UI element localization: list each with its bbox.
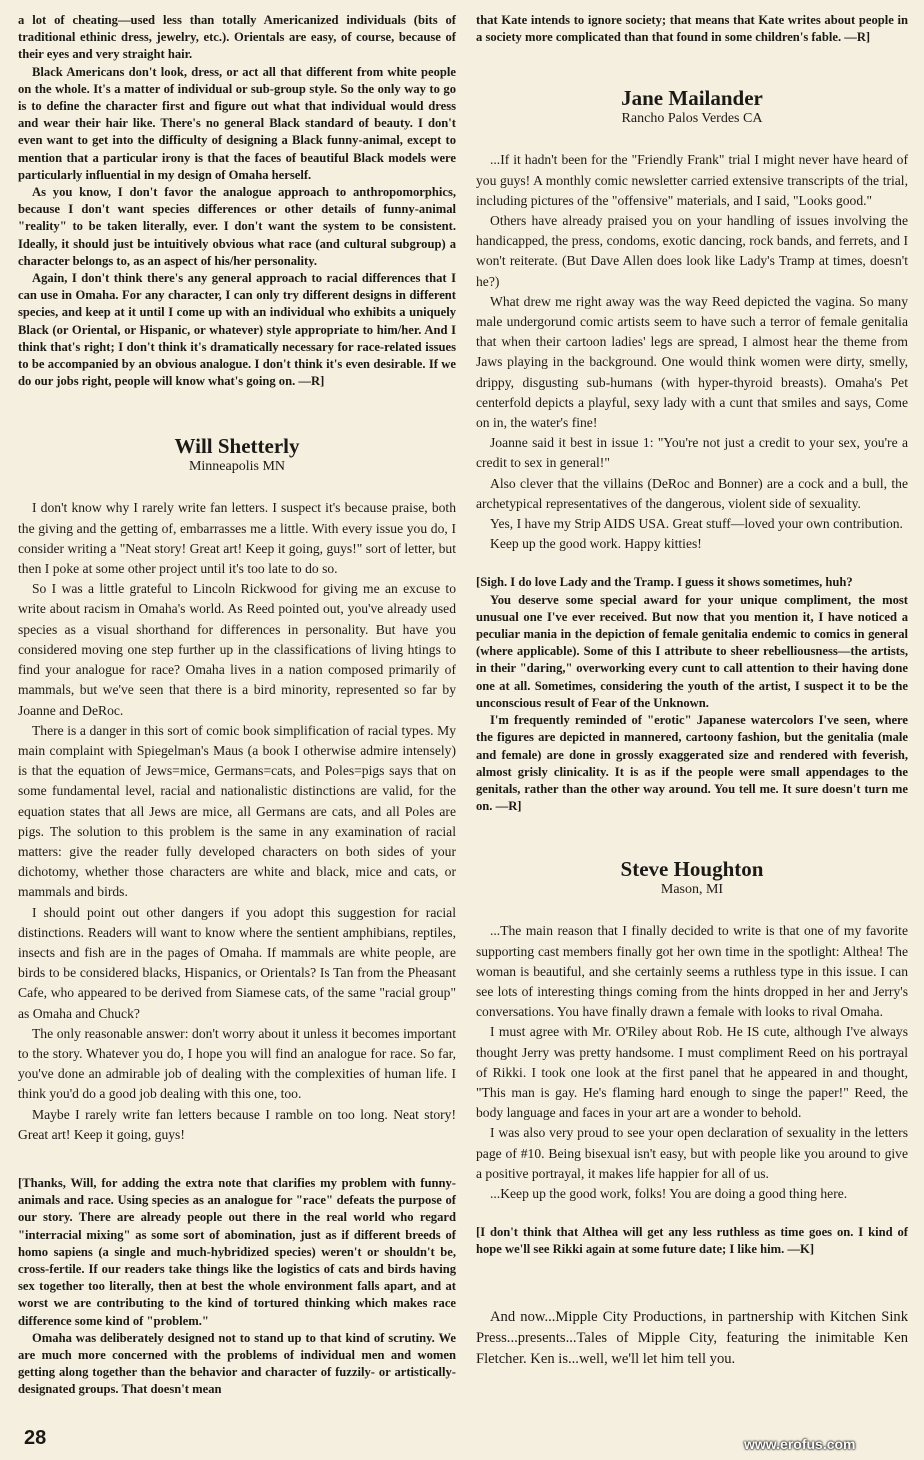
letter-paragraph: ...If it hadn't been for the "Friendly Frank" trial I might never have heard of you guys! A monthly comic newsletter carried extensive transcripts of the trial, including pictures of the "offensive" materials, and I said, "Looks good." bbox=[476, 152, 908, 208]
letter-paragraph: Also clever that the villains (DeRoc and Bonner) are a cock and a bull, the archetypical representatives of the dangerous, violent side of sexuality. bbox=[476, 475, 908, 511]
letter-paragraph: ...The main reason that I finally decided to write is that one of my favorite supporting cast members finally got her own time in the spotlight: Althea! The woman is beautiful, and she certainly seems a ruthless type in this issue. I can see lots of interesting things coming from the hints dropped in her and Jerry's conversations. You have finally drawn a female with looks to rival Omaha. bbox=[476, 923, 908, 1020]
letter-author-location: Mason, MI bbox=[660, 882, 724, 898]
letter-paragraph: Others have already praised you on your handling of issues involving the handicapped, the press, condoms, exotic dancing, rock bands, and ferrets, and I won't reiterate. (But Dave Allen does look like Lady's Tramp at times, doesn't he?) bbox=[476, 213, 908, 289]
letter-author-name: Steve Houghton bbox=[620, 857, 764, 882]
letter-paragraph: Joanne said it best in issue 1: "You're not just a credit to your sex, you're a credit to sex in general!" bbox=[476, 435, 908, 471]
editor-response-mailander bbox=[476, 574, 908, 815]
response-paragraph: [Sigh. I do love Lady and the Tramp. I guess it shows sometimes, huh? bbox=[476, 575, 853, 590]
response-paragraph: I'm frequently reminded of "erotic" Japanese watercolors I've seen, where the figures are depicted in mannered, cartoony fashion, but the genitalia (male and female) are done in grossly exaggerated size and rendered with feverish, almost grisly clinicality. It is as if the people were small appendages to the genitals, rather than the other way around. You tell me. It sure doesn't turn me on. —R] bbox=[476, 713, 908, 814]
letter-author-location: Rancho Palos Verdes CA bbox=[621, 111, 763, 127]
response-paragraph: Omaha was deliberately designed not to stand up to that kind of scrutiny. We are much more concerned with the problems of individual men and women getting along together than the behavior and character of fuzzily- or artistically-designated groups. That doesn't mean bbox=[18, 1330, 456, 1397]
editor-response-continued-right bbox=[476, 12, 908, 46]
letter-paragraph: I must agree with Mr. O'Riley about Rob. He IS cute, although I've always thought Jerry was pretty handsome. I must compliment Reed on his portrayal of Rikki. I took one look at the first panel that he appeared in and thought, "This man is gay. He's flaming hard enough to singe the paper!" Reed, the body language and faces in your art are a wonder to behold. bbox=[476, 1024, 908, 1121]
letter-body-mailander bbox=[476, 150, 908, 554]
closing-paragraph: And now...Mipple City Productions, in partnership with Kitchen Sink Press...presents...Tales of Mipple City, featuring the inimitable Ken Fletcher. Ken is...well, we'll let him tell you. bbox=[476, 1308, 908, 1367]
page-number: 28 bbox=[24, 1427, 47, 1449]
letter-body-houghton bbox=[476, 921, 908, 1204]
letter-paragraph: I was also very proud to see your open declaration of sexuality in the letters page of #10. Being bisexual isn't easy, but with people like you around to give a positive portrayal, it makes life happier for all of us. bbox=[476, 1125, 908, 1181]
editor-response-houghton bbox=[476, 1224, 908, 1258]
letter-paragraph: What drew me right away was the way Reed depicted the vagina. So many male undergorund comic artists seem to have such a terror of female genitalia that when their cartoon ladies' legs are spread, I almost hear the theme from Jaws playing in the background. One would think women were dirty, smelly, drippy, disgusting sub-humans (with hyper-thyroid breasts). Omaha's Pet centerfold depicts a playful, sexy lady with a cunt that smiles and says, Come on in, the water's fine! bbox=[476, 293, 908, 431]
letter-header-shetterly bbox=[18, 434, 456, 476]
letter-author-name: Will Shetterly bbox=[174, 434, 300, 459]
response-paragraph: [I don't think that Althea will get any less ruthless as time goes on. I kind of hope we'll see Rikki again at some future date; I like him. —K] bbox=[476, 1225, 908, 1257]
letter-paragraph: I should point out other dangers if you adopt this suggestion for racial distinctions. Readers will want to know where the sentient amphibians, reptiles, insects and fish are in the pages of Omaha. If mammals are white people, are birds to be considered blacks, Hispanics, or Orientals? Is Tan from the Pheasant Cafe, who appeared to be derived from Siamese cats, of the same "racial group" as Omaha and Chuck? bbox=[18, 904, 456, 1021]
letter-paragraph: ...Keep up the good work, folks! You are doing a good thing here. bbox=[490, 1185, 848, 1201]
closing-announcement bbox=[476, 1307, 908, 1370]
response-paragraph: that Kate intends to ignore society; that means that Kate writes about people in a society more complicated than that found in some children's fable. —R] bbox=[476, 13, 908, 45]
response-paragraph: As you know, I don't favor the analogue approach to anthropomorphics, because I don't want species differences or other details of funny-animal "reality" to be taken literally, ever. I don't want the system to be consistent. Ideally, it should just be intuitively obvious what race (and cultural subgroup) a character belongs to, as an aspect of his/her personality. bbox=[18, 185, 456, 268]
response-paragraph: Again, I don't think there's any general approach to racial differences that I can use in Omaha. For any character, I can only try different designs in different species, and keep at it until I come up with an individual who exhibits a uniquely Black (or Oriental, or Hispanic, or whatever) style appropriate to him/her. And I think that's right; I don't think it's dramatically necessary for race-related issues to be accompanied by an obvious analogue. I don't think it's even desirable. If we do our jobs right, people will know what's going on. —R] bbox=[18, 271, 456, 389]
letter-paragraph: There is a danger in this sort of comic book simplification of racial types. My main complaint with Spiegelman's Maus (a book I otherwise admire intensely) is that the equation of Jews=mice, Germans=cats, and Poles=pigs says that on some fundamental level, racial and nationalistic distinctions are valid, for the equation states that all Jews are mice, all Germans are cats, and all Poles are pigs. The solution to this problem is the same in any examination of racial matters: give the reader fully developed characters on both sides of your dichotomy, whether those characters are white and black, mice and cats, or mammals and birds. bbox=[18, 722, 456, 900]
editor-response-shetterly bbox=[18, 1175, 456, 1399]
watermark: www.erofus.com bbox=[744, 1436, 856, 1452]
letter-paragraph: So I was a little grateful to Lincoln Rickwood for giving me an excuse to write about racism in Omaha's world. As Reed pointed out, you've already used species as a visual shorthand for differences in personality. But have you considered moving one step further up in the classifications of living htings to find your analogue for race? Omaha lives in a nation composed primarily of mammals, but we've seen that there is a bird minority, represented so far by Joanne and DeRoc. bbox=[18, 581, 456, 718]
right-column bbox=[476, 12, 908, 1370]
response-paragraph: Black Americans don't look, dress, or act all that different from white people on the whole. It's a matter of individual or sub-group style. So the only way to go is to define the character first and figure out what that individual would dress and wear their hair like. There's no general Black standard of beauty. I don't even want to get into the difficulty of designing a Black funny-animal, except to mention that a particular irony is that the faces of beautiful Black models were particularly influential in my design of Omaha herself. bbox=[18, 64, 456, 182]
letter-paragraph: I don't know why I rarely write fan letters. I suspect it's because praise, both the giving and the getting of, embarrasses me a little. With every issue you do, I consider writing a "Neat story! Great art! Keep it going, guys!" sort of letter, but then I poke at some other project until it's too late to do so. bbox=[18, 500, 456, 577]
letter-author-location: Minneapolis MN bbox=[188, 459, 286, 475]
response-paragraph: a lot of cheating—used less than totally Americanized individuals (bits of traditional ethinic dress, jewelry, etc.). Orientals are easy, of course, because of their eyes and very straight hair. bbox=[18, 13, 456, 62]
letter-author-name: Jane Mailander bbox=[621, 86, 763, 111]
response-paragraph: You deserve some special award for your unique compliment, the most unusual one I've ever received. But now that you mention it, I have noticed a peculiar mania in the depiction of female genitalia endemic to comics in general (where applicable). Some of this I attribute to sheer rebelliousness—the artists, in their "daring," overworking every cunt to call attention to their having done one at all. Sometimes, considering the youth of the artist, I suspect it to be the unconscious result of Fear of the Unknown. bbox=[476, 592, 908, 710]
letter-paragraph: The only reasonable answer: don't worry about it unless it becomes important to the story. Whatever you do, I hope you will find an analogue for race. So far, you've done an admirable job of dealing with the complexities of human life. I think you'd do a good job dealing with this one, too. bbox=[18, 1025, 456, 1102]
letter-paragraph: Keep up the good work. Happy kitties! bbox=[490, 536, 702, 552]
letter-body-shetterly bbox=[18, 498, 456, 1145]
letter-paragraph: Maybe I rarely write fan letters because I ramble on too long. Neat story! Great art! Keep it going, guys! bbox=[18, 1106, 456, 1142]
letter-header-mailander bbox=[476, 86, 908, 128]
editor-response-continued bbox=[18, 12, 456, 390]
response-paragraph: [Thanks, Will, for adding the extra note that clarifies my problem with funny-animals and race. Using species as an analogue for "race" defeats the purpose of our story. There are already people out there in the real world who regard "interracial mixing" as some sort of abomination, just as if different breeds of homo sapiens (a single and much-hybridized species) weren't or shouldn't be, cross-fertile. If our readers take things like the logistics of cats and birds having sex together too literally, then at best the whole environment falls apart, and at worst we are contributing to the kind of tortured thinking which makes race difference some kind of "problem." bbox=[18, 1175, 456, 1328]
letter-header-houghton bbox=[476, 857, 908, 899]
letter-paragraph: Yes, I have my Strip AIDS USA. Great stuff—loved your own contribution. bbox=[490, 516, 903, 532]
left-column bbox=[18, 12, 456, 1399]
